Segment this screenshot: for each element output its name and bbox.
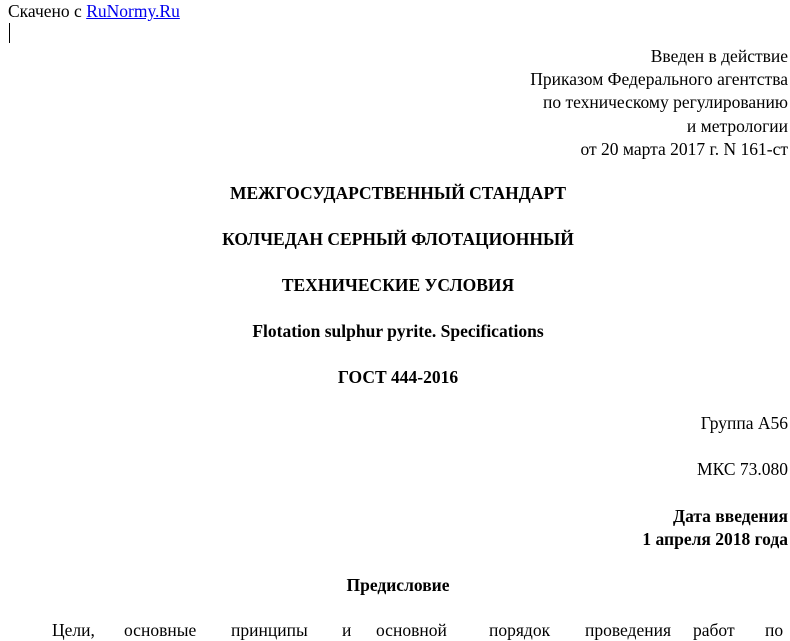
document-subtitle: ТЕХНИЧЕСКИЕ УСЛОВИЯ [281, 275, 515, 295]
foreword-heading: Предисловие [346, 575, 450, 595]
approval-block [530, 45, 788, 161]
introduction-date-label: Дата введения [673, 506, 788, 526]
mks-code: МКС 73.080 [697, 459, 788, 479]
source-link[interactable]: RuNormy.Ru [86, 1, 180, 21]
paragraph-word: и [342, 620, 352, 640]
standard-code: ГОСТ 444-2016 [337, 367, 459, 387]
paragraph-word: работ [693, 620, 735, 640]
introduction-date-value: 1 апреля 2018 года [642, 529, 788, 549]
paragraph-word: принципы [231, 620, 308, 640]
source-prefix: Скачено с [8, 1, 82, 21]
paragraph-word: основной [376, 620, 447, 640]
approval-line: от 20 марта 2017 г. N 161-ст [580, 138, 788, 159]
paragraph-word: порядок [489, 620, 551, 640]
english-title: Flotation sulphur pyrite. Specifications [252, 321, 544, 341]
source-line [8, 1, 180, 22]
text-cursor [9, 23, 10, 43]
document-title: КОЛЧЕДАН СЕРНЫЙ ФЛОТАЦИОННЫЙ [222, 229, 574, 249]
paragraph-word: по [765, 620, 784, 640]
paragraph-word: проведения [585, 620, 672, 640]
group-code: Группа А56 [700, 413, 788, 433]
approval-line: и метрологии [686, 115, 788, 136]
paragraph-word: Цели, [52, 620, 95, 640]
standard-type: МЕЖГОСУДАРСТВЕННЫЙ СТАНДАРТ [229, 183, 567, 203]
approval-line: Введен в действие [650, 46, 788, 66]
approval-line: Приказом Федерального агентства [530, 69, 788, 90]
approval-line: по техническому регулированию [542, 92, 788, 113]
paragraph-word: основные [124, 620, 197, 640]
